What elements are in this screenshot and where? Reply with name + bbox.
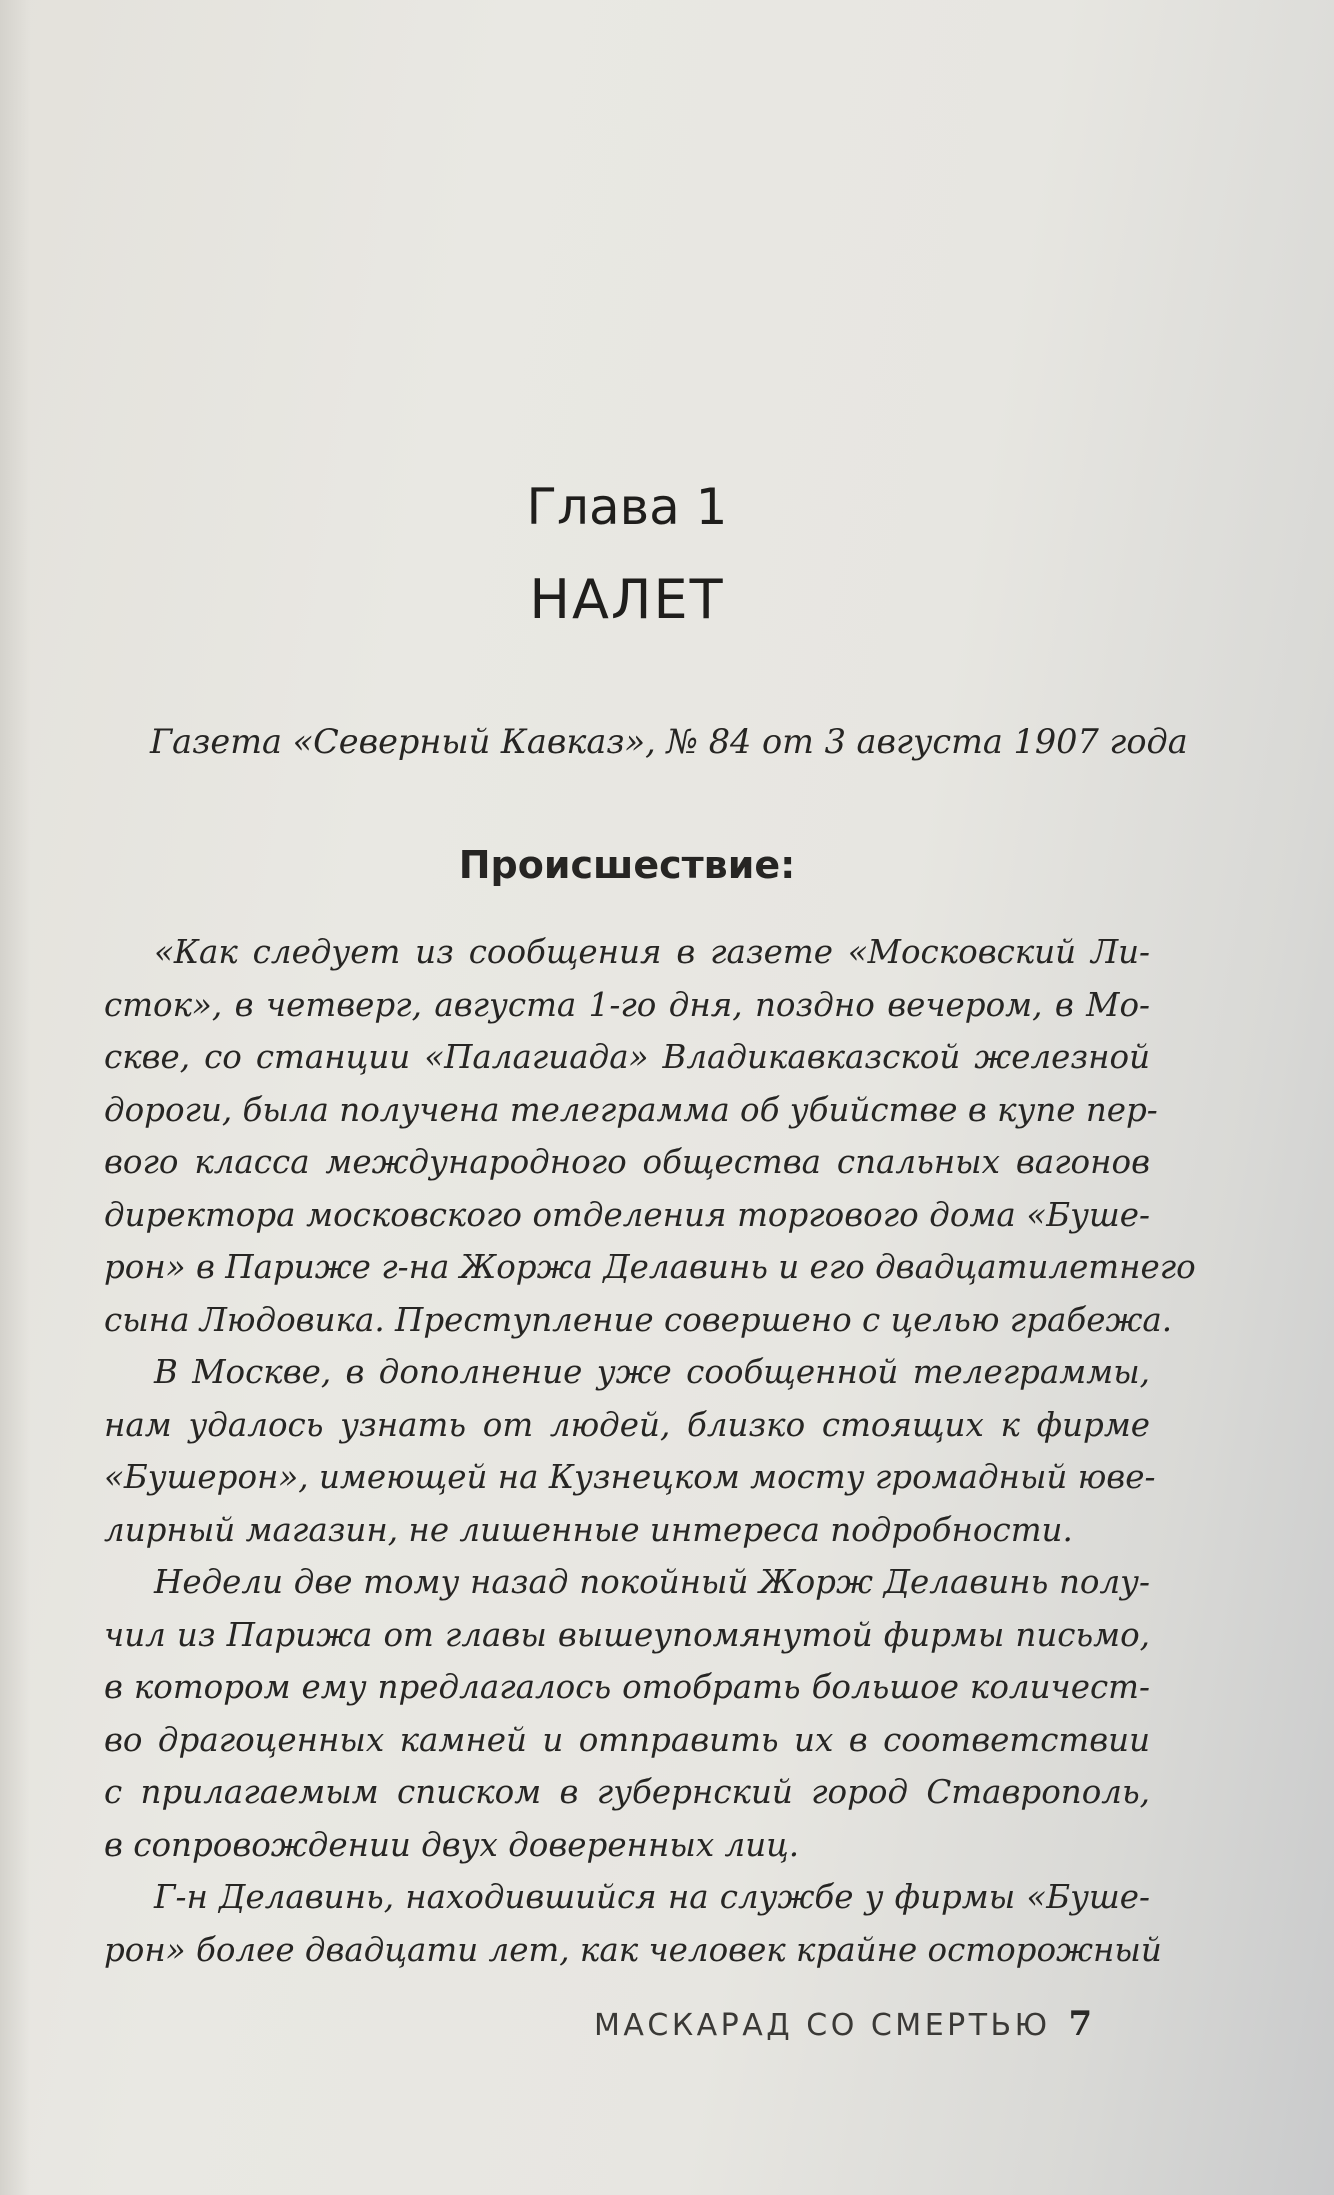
- text-line: лирный магазин, не лишенные интереса подробности.: [104, 1510, 1073, 1549]
- chapter-title: НАЛЕТ: [529, 568, 725, 631]
- text-line: с прилагаемым списком в губернский город Ставрополь,: [104, 1773, 1150, 1811]
- text-line: нам удалось узнать от людей, близко стоящих к фирме: [104, 1405, 1150, 1444]
- text-line: «Бушерон», имеющей на Кузнецком мосту громадный юве-: [104, 1458, 1156, 1496]
- text-line: директора московского отделения торгового дома «Буше-: [104, 1195, 1150, 1234]
- text-line: Г-н Делавинь, находившийся на службе у фирмы «Буше-: [154, 1878, 1150, 1916]
- text-line: В Москве, в дополнение уже сообщенной телеграммы,: [154, 1353, 1150, 1391]
- page-footer: [594, 2004, 1154, 2044]
- text-line: дороги, была получена телеграмма об убийстве в купе пер-: [104, 1090, 1158, 1129]
- text-line: сток», в четверг, августа 1-го дня, поздно вечером, в Мо-: [104, 985, 1150, 1024]
- section-subheading: Происшествие:: [458, 843, 796, 887]
- epigraph: Газета «Северный Кавказ», № 84 от 3 августа 1907 года: [150, 722, 1188, 761]
- page-number: 7: [1068, 2004, 1093, 2044]
- text-line: рон» в Париже г-на Жоржа Делавинь и его двадцатилетнего: [104, 1248, 1196, 1286]
- chapter-number: Глава 1: [526, 478, 728, 536]
- text-line: чил из Парижа от главы вышеупомянутой фирмы письмо,: [104, 1615, 1150, 1654]
- text-line: Недели две тому назад покойный Жорж Делавинь полу-: [154, 1563, 1150, 1601]
- running-title: МАСКАРАД СО СМЕРТЬЮ: [594, 2008, 1051, 2043]
- text-line: в котором ему предлагалось отобрать большое количест-: [104, 1668, 1150, 1706]
- page-gutter-shadow: [0, 0, 30, 2195]
- text-line: вого класса международного общества спальных вагонов: [104, 1143, 1150, 1181]
- text-line: рон» более двадцати лет, как человек крайне осторожный: [104, 1930, 1162, 1969]
- text-line: в сопровождении двух доверенных лиц.: [104, 1825, 800, 1864]
- text-line: во драгоценных камней и отправить их в соответствии: [104, 1720, 1150, 1759]
- body-text: [104, 926, 1196, 1976]
- text-line: скве, со станции «Палагиада» Владикавказской железной: [104, 1038, 1150, 1076]
- text-line: «Как следует из сообщения в газете «Московский Ли-: [154, 933, 1150, 971]
- text-line: сына Людовика. Преступление совершено с целью грабежа.: [104, 1300, 1173, 1339]
